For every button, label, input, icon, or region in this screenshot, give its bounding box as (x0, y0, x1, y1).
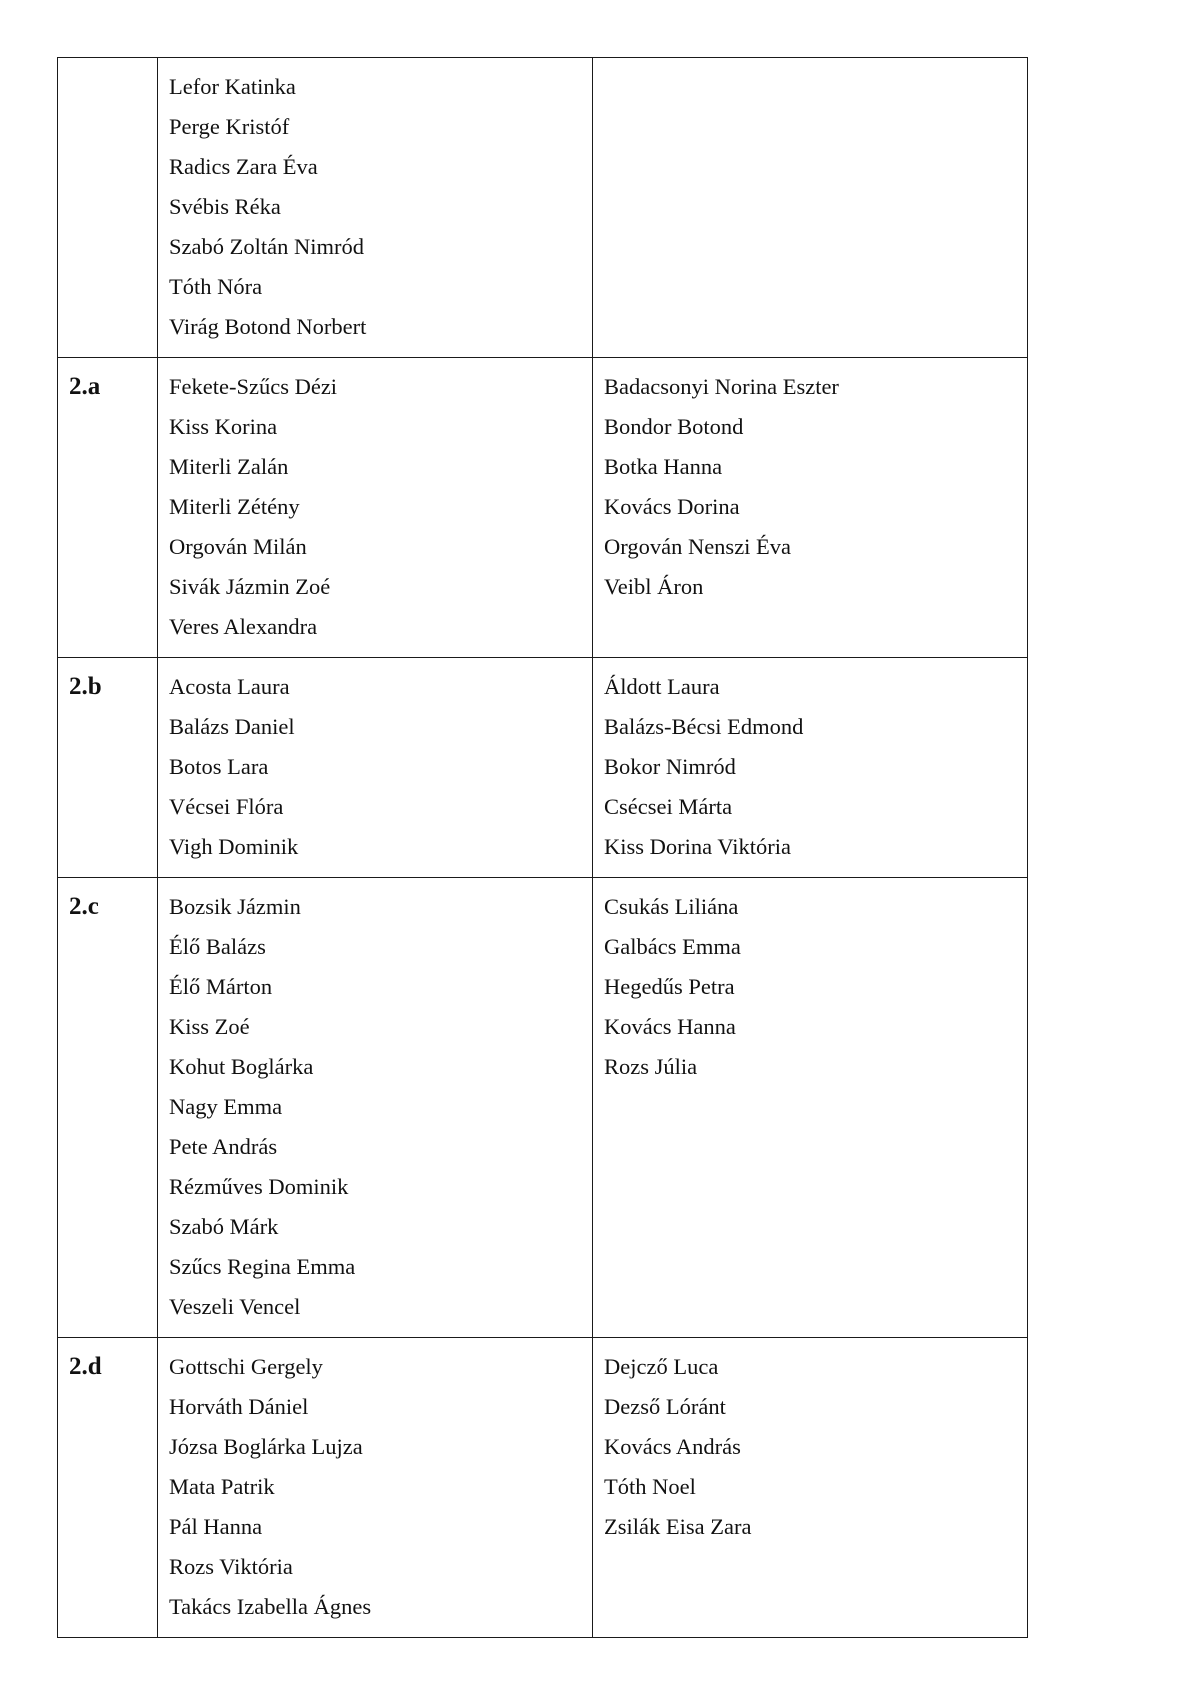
student-name: Kovács András (604, 1434, 741, 1459)
student-name: Bozsik Jázmin (169, 894, 301, 919)
name-list (604, 367, 1017, 607)
name-list-cell-a (158, 1338, 593, 1638)
student-name: Tóth Noel (604, 1474, 696, 1499)
student-name: Perge Kristóf (169, 114, 290, 139)
student-name: Fekete-Szűcs Dézi (169, 374, 338, 399)
class-cell (58, 658, 158, 878)
class-roster-table (57, 57, 1028, 1638)
student-name: Rozs Viktória (169, 1554, 293, 1579)
name-list-cell-b (593, 358, 1028, 658)
student-name: Sivák Jázmin Zoé (169, 574, 331, 599)
student-name: Botka Hanna (604, 454, 723, 479)
class-cell (58, 358, 158, 658)
class-label: 2.a (69, 373, 101, 400)
class-label: 2.b (69, 673, 102, 700)
student-name: Vécsei Flóra (169, 794, 284, 819)
roster-row (58, 58, 1028, 358)
student-name: Józsa Boglárka Lujza (169, 1434, 363, 1459)
student-name: Pál Hanna (169, 1514, 263, 1539)
student-name: Bondor Botond (604, 414, 744, 439)
student-name: Dezső Lóránt (604, 1394, 726, 1419)
student-name: Acosta Laura (169, 674, 290, 699)
name-list (604, 887, 1017, 1087)
student-name: Kovács Hanna (604, 1014, 736, 1039)
student-name: Kiss Dorina Viktória (604, 834, 791, 859)
roster-row (58, 878, 1028, 1338)
student-name: Vigh Dominik (169, 834, 299, 859)
name-list-cell-b (593, 58, 1028, 358)
student-name: Dejcző Luca (604, 1354, 719, 1379)
student-name: Virág Botond Norbert (169, 314, 367, 339)
name-list-cell-a (158, 878, 593, 1338)
student-name: Rozs Júlia (604, 1054, 698, 1079)
student-name: Szabó Zoltán Nimród (169, 234, 364, 259)
name-list (169, 1347, 582, 1627)
student-name: Botos Lara (169, 754, 269, 779)
student-name: Kiss Korina (169, 414, 278, 439)
student-name: Kiss Zoé (169, 1014, 250, 1039)
student-name: Pete András (169, 1134, 278, 1159)
name-list (169, 887, 582, 1327)
student-name: Zsilák Eisa Zara (604, 1514, 752, 1539)
roster-row (58, 658, 1028, 878)
name-list (169, 667, 582, 867)
class-cell (58, 878, 158, 1338)
student-name: Nagy Emma (169, 1094, 283, 1119)
roster-row (58, 1338, 1028, 1638)
student-name: Kovács Dorina (604, 494, 740, 519)
name-list (169, 67, 582, 347)
student-name: Balázs-Bécsi Edmond (604, 714, 804, 739)
student-name: Balázs Daniel (169, 714, 295, 739)
student-name: Horváth Dániel (169, 1394, 309, 1419)
name-list-cell-b (593, 658, 1028, 878)
student-name: Radics Zara Éva (169, 154, 318, 179)
name-list-cell-a (158, 58, 593, 358)
student-name: Csukás Liliána (604, 894, 739, 919)
student-name: Galbács Emma (604, 934, 741, 959)
student-name: Miterli Zalán (169, 454, 289, 479)
student-name: Badacsonyi Norina Eszter (604, 374, 839, 399)
student-name: Kohut Boglárka (169, 1054, 314, 1079)
student-name: Orgován Milán (169, 534, 307, 559)
class-label: 2.c (69, 893, 99, 920)
student-name: Rézműves Dominik (169, 1174, 349, 1199)
student-name: Takács Izabella Ágnes (169, 1594, 372, 1619)
student-name: Mata Patrik (169, 1474, 275, 1499)
student-name: Veibl Áron (604, 574, 704, 599)
student-name: Veres Alexandra (169, 614, 318, 639)
student-name: Szabó Márk (169, 1214, 279, 1239)
student-name: Bokor Nimród (604, 754, 736, 779)
student-name: Gottschi Gergely (169, 1354, 323, 1379)
student-name: Élő Márton (169, 974, 273, 999)
roster-row (58, 358, 1028, 658)
name-list-cell-a (158, 358, 593, 658)
student-name: Csécsei Márta (604, 794, 733, 819)
name-list-cell-a (158, 658, 593, 878)
student-name: Hegedűs Petra (604, 974, 735, 999)
class-label: 2.d (69, 1353, 102, 1380)
student-name: Miterli Zétény (169, 494, 300, 519)
name-list-cell-b (593, 878, 1028, 1338)
roster-body (58, 58, 1028, 1638)
student-name: Áldott Laura (604, 674, 720, 699)
class-cell (58, 1338, 158, 1638)
student-name: Orgován Nenszi Éva (604, 534, 792, 559)
name-list-cell-b (593, 1338, 1028, 1638)
student-name: Tóth Nóra (169, 274, 263, 299)
name-list (604, 1347, 1017, 1547)
student-name: Élő Balázs (169, 934, 266, 959)
name-list (604, 667, 1017, 867)
student-name: Szűcs Regina Emma (169, 1254, 356, 1279)
student-name: Veszeli Vencel (169, 1294, 301, 1319)
student-name: Svébis Réka (169, 194, 281, 219)
name-list (169, 367, 582, 647)
class-cell (58, 58, 158, 358)
student-name: Lefor Katinka (169, 74, 296, 99)
